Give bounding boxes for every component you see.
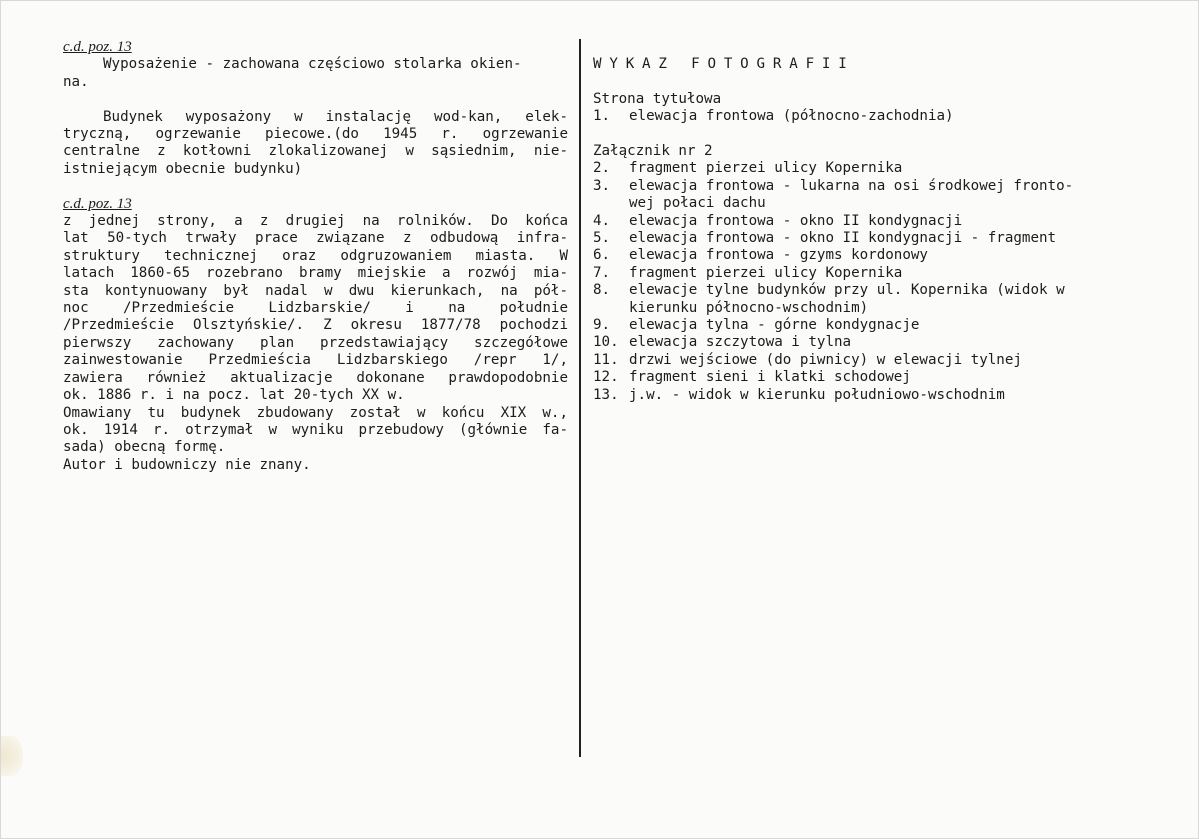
item-text: elewacja frontowa - gzyms kordonowy <box>629 247 928 264</box>
item-number: 5. <box>593 230 611 247</box>
item-text: elewacja frontowa - lukarna na osi środkowej fronto- <box>629 177 1074 194</box>
text-line: ok. 1914 r. otrzymał w wyniku przebudowy (głównie fa- <box>63 421 568 438</box>
item-number: 11. <box>593 351 619 368</box>
right-column <box>593 56 1153 404</box>
text-line: sta kontynuowany był nadal w dwu kierunkach, na pół- <box>63 282 568 299</box>
column-divider <box>579 39 581 757</box>
reference-heading-1: c.d. poz. 13 <box>63 39 132 55</box>
photo-list-item <box>593 213 1153 230</box>
text-line: latach 1860-65 rozebrano bramy miejskie a rozwój mia- <box>63 265 568 282</box>
section-heading-attachment: Załącznik nr 2 <box>593 143 713 159</box>
item-number: 1. <box>593 108 611 125</box>
item-text: drzwi wejściowe (do piwnicy) w elewacji tylnej <box>629 351 1022 368</box>
photo-list-item <box>593 282 1153 317</box>
text-line: centralne z kotłowni zlokalizowanej w sąsiednim, nie- <box>63 143 568 160</box>
photo-list-item <box>593 265 1153 282</box>
item-number: 12. <box>593 369 619 386</box>
photo-list-item <box>593 247 1153 264</box>
text-line: Budynek wyposażony w instalację wod-kan, elek- <box>103 108 568 125</box>
installations-paragraph <box>63 109 568 179</box>
text-line: Omawiany tu budynek zbudowany został w końcu XIX w., <box>63 404 568 421</box>
left-column <box>63 39 568 474</box>
text-line: lat 50-tych trwały prace związane z odbudową infra- <box>63 230 568 247</box>
text-line: Autor i budowniczy nie znany. <box>63 456 311 473</box>
section-heading-title-page: Strona tytułowa <box>593 90 722 107</box>
paper-stain <box>1 736 23 776</box>
item-number: 7. <box>593 264 611 281</box>
item-text: elewacja frontowa (północno-zachodnia) <box>629 108 954 125</box>
item-text: elewacja frontowa - okno II kondygnacji - fragment <box>629 230 1057 247</box>
item-text: fragment sieni i klatki schodowej <box>629 369 911 386</box>
photo-list-item <box>593 317 1153 334</box>
item-number: 9. <box>593 317 611 334</box>
text-line: sada) obecną formę. <box>63 439 226 456</box>
text-line: tryczną, ogrzewanie piecowe.(do 1945 r. ogrzewanie <box>63 126 568 143</box>
photo-list-item <box>593 230 1153 247</box>
text-line: zainwestowanie Przedmieścia Lidzbarskiego /repr 1/, <box>63 352 568 369</box>
item-number: 6. <box>593 247 611 264</box>
equipment-paragraph <box>63 56 568 91</box>
text-line: z jednej strony, a z drugiej na rolników. Do końca <box>63 213 568 230</box>
item-text: elewacja frontowa - okno II kondygnacji <box>629 212 963 229</box>
item-text: kierunku północno-wschodnim) <box>629 299 869 316</box>
photo-list-item <box>593 178 1153 213</box>
text-line: istniejącym obecnie budynku) <box>63 160 303 177</box>
item-text: fragment pierzei ulicy Kopernika <box>629 264 903 281</box>
item-text: j.w. - widok w kierunku południowo-wschodnim <box>629 386 1005 403</box>
text-line: struktury technicznej oraz odgruzowaniem miasta. W <box>63 247 568 264</box>
photo-list-title-page <box>593 108 1153 125</box>
item-text: elewacje tylne budynków przy ul. Kopernika (widok w <box>629 282 1065 299</box>
text-line: Wyposażenie - zachowana częściowo stolarka okien- <box>103 56 522 73</box>
history-paragraph <box>63 213 568 474</box>
reference-heading-2: c.d. poz. 13 <box>63 195 132 212</box>
item-text: fragment pierzei ulicy Kopernika <box>629 160 903 177</box>
text-line: na. <box>63 73 89 90</box>
photo-list-item <box>593 108 1153 125</box>
item-number: 10. <box>593 334 619 351</box>
text-line: zawiera również aktualizacje dokonane prawdopodobnie <box>63 369 568 386</box>
text-line: ok. 1886 r. i na pocz. lat 20-tych XX w. <box>63 387 405 404</box>
text-line: noc /Przedmieście Lidzbarskie/ i na południe <box>63 300 568 317</box>
item-text: elewacja szczytowa i tylna <box>629 334 852 351</box>
photo-list-attachment <box>593 160 1153 404</box>
text-line: pierwszy zachowany plan przedstawiający szczegółowe <box>63 334 568 351</box>
item-text: wej połaci dachu <box>629 195 766 212</box>
item-number: 4. <box>593 212 611 229</box>
photo-list-item <box>593 160 1153 177</box>
text-line: /Przedmieście Olsztyńskie/. Z okresu 1877/78 pochodzi <box>63 317 568 334</box>
photo-list-title: WYKAZ FOTOGRAFII <box>593 56 855 72</box>
photo-list-item <box>593 334 1153 351</box>
item-number: 2. <box>593 160 611 177</box>
item-number: 3. <box>593 177 611 194</box>
item-number: 8. <box>593 282 611 299</box>
photo-list-item <box>593 387 1153 404</box>
photo-list-item <box>593 352 1153 369</box>
photo-list-item <box>593 369 1153 386</box>
item-number: 13. <box>593 386 619 403</box>
item-text: elewacja tylna - górne kondygnacje <box>629 317 920 334</box>
